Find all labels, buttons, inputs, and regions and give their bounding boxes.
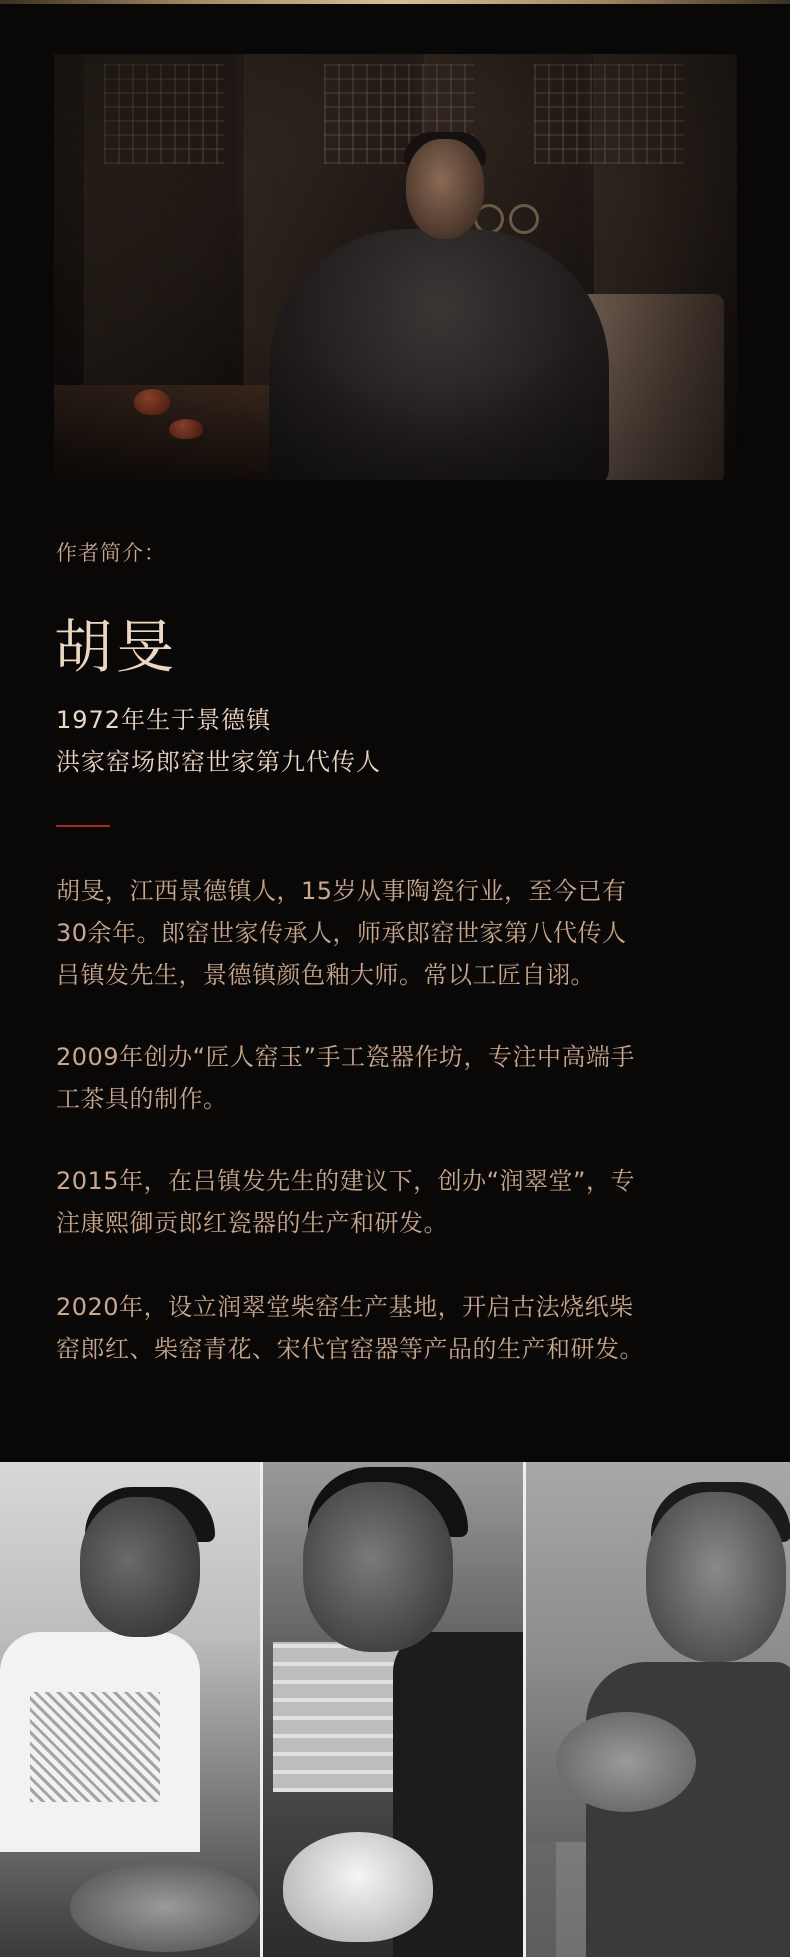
paragraph-line: 吕镇发先生，景德镇颜色釉大师。常以工匠自诩。 [56, 961, 595, 989]
shirt-print [30, 1692, 160, 1802]
photo-vignette [54, 54, 737, 480]
section-label: 作者简介： [56, 541, 166, 565]
paragraph-line: 工茶具的制作。 [56, 1085, 228, 1113]
potters-wheel [70, 1862, 260, 1952]
bio-paragraph-4 [56, 1286, 746, 1370]
craftsman-photo-throwing [0, 1462, 260, 1957]
paragraph-line: 2015年，在吕镇发先生的建议下，创办“润翠堂”，专 [56, 1167, 635, 1195]
paragraph-line: 30余年。郎窑世家传承人，师承郎窑世家第八代传人 [56, 919, 627, 947]
craftsman-photo-painting [526, 1462, 790, 1957]
bio-paragraph-3 [56, 1160, 746, 1244]
paragraph-line: 2020年，设立润翠堂柴窑生产基地，开启古法烧纸柴 [56, 1293, 634, 1321]
craft-photo-strip [0, 1462, 790, 1957]
head [646, 1492, 786, 1662]
author-portrait-photo [54, 54, 737, 480]
author-name: 胡旻 [54, 613, 179, 681]
head [303, 1482, 453, 1652]
birth-info: 1972年生于景德镇 [56, 706, 272, 734]
craftsman-photo-trimming [263, 1462, 523, 1957]
paragraph-line: 2009年创办“匠人窑玉”手工瓷器作坊，专注中高端手 [56, 1043, 635, 1071]
paragraph-line: 注康熙御贡郎红瓷器的生产和研发。 [56, 1209, 448, 1237]
porcelain-bowl [283, 1832, 433, 1942]
bowl-crate [273, 1642, 413, 1792]
lineage-info: 洪家窑场郎窑世家第九代传人 [56, 748, 381, 776]
paragraph-line: 窑郎红、柴窑青花、宋代官窑器等产品的生产和研发。 [56, 1335, 644, 1363]
bio-paragraph-1 [56, 870, 746, 996]
bio-paragraph-2 [56, 1036, 746, 1120]
head [80, 1497, 200, 1637]
paragraph-line: 胡旻，江西景德镇人，15岁从事陶瓷行业，至今已有 [56, 877, 627, 905]
top-gold-rule [0, 0, 790, 4]
red-accent-divider [56, 825, 110, 827]
hands-with-brush [556, 1712, 696, 1812]
